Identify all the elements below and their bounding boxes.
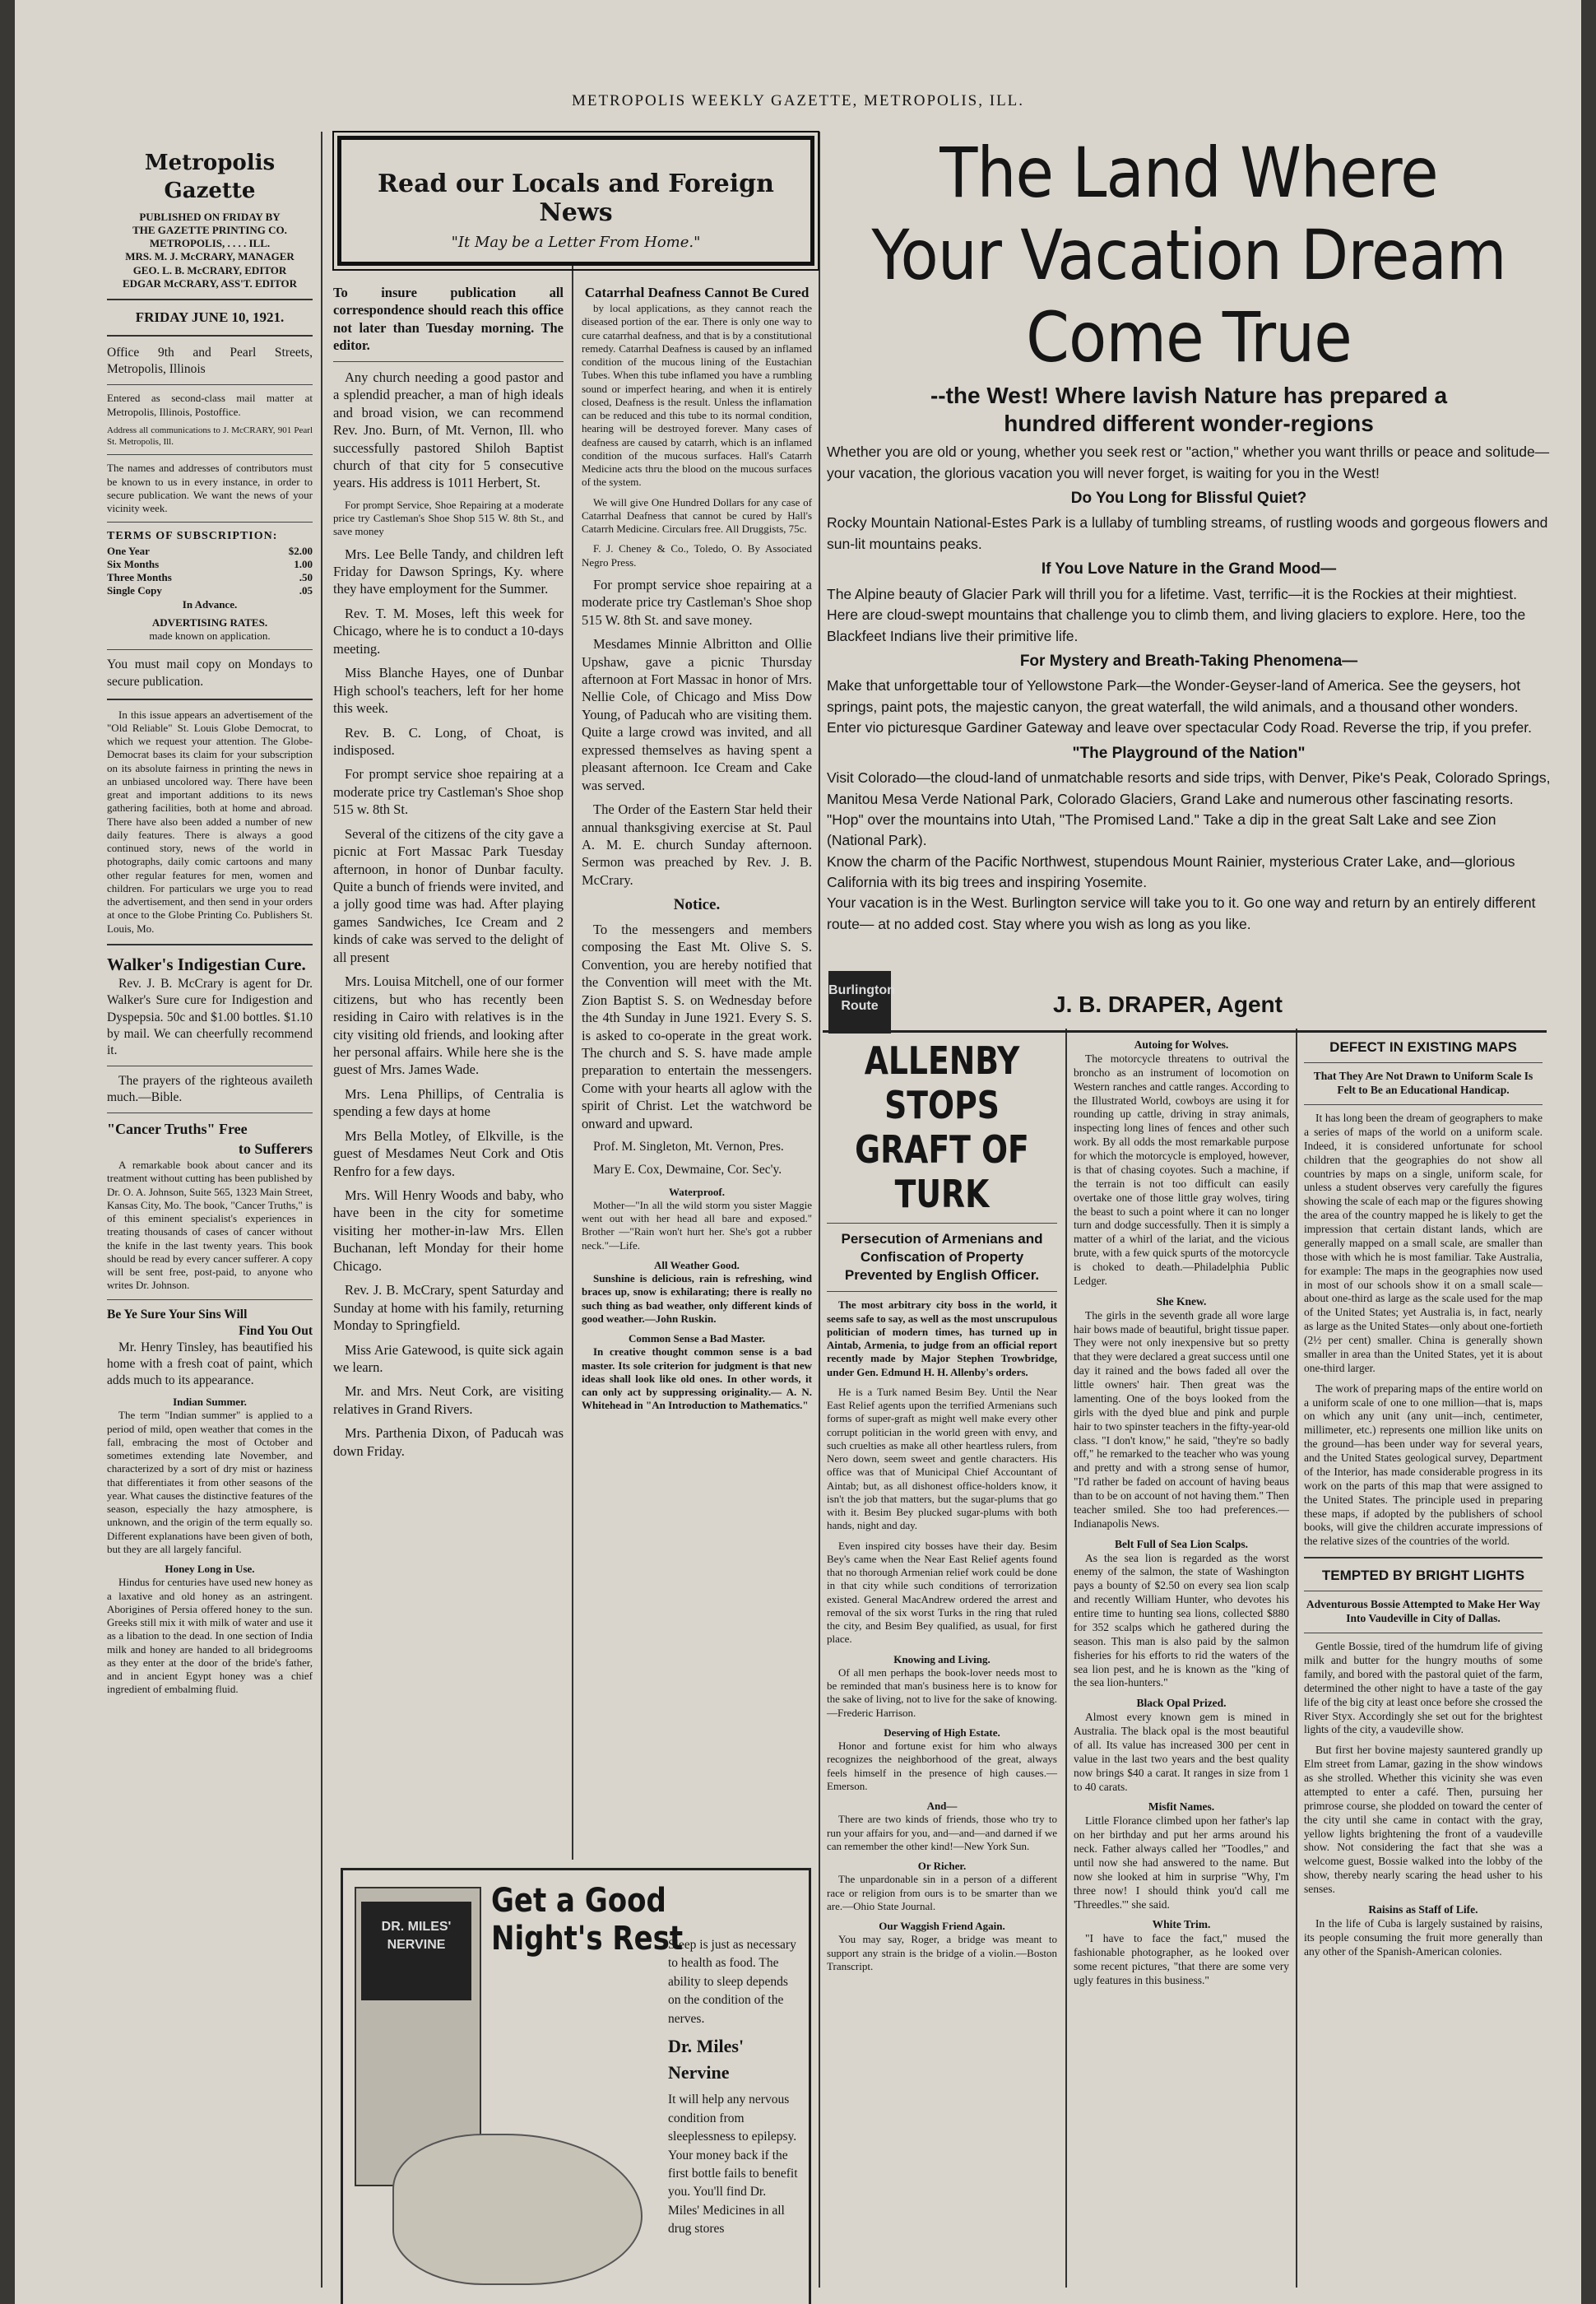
phillips-item: Mrs. Lena Phillips, of Centralia is spending a few days at home <box>333 1085 564 1120</box>
adv-rates-title: ADVERTISING RATES. <box>151 615 268 629</box>
wolves-text: The motorcycle threatens to outrival the broncho as an instrument of locomotion on Western ranches and cattle ranges. According to the Illustrated World, cowboys are using it for rounding up cattle, driving in stray animals, inspecting long lines of fences and other such work. By all odds the most remarkable purpose for which the motorcycle is employed, however, is that of chasing coyotes. Such a machine, if the terrain is not too difficult can easily overtake one of those little gray wolves, tiring the beast to such a point where it can no longer turn and dodge successfully. Then it is simply a matter of a whirl of the lariat, and the vicious brute, with a few quick spurts of the motorcycle is choked to death.—Philadelphia Public Ledger. <box>1074 1052 1289 1287</box>
contributors-notice: The names and addresses of contributors must be known to us in every instance, in order to secure publication. We want the news of your vicinity week. <box>107 462 313 515</box>
opal-text: Almost every known gem is mined in Australia. The black opal is the most beautiful of all. Its value has increased 300 per cent in value in the last two years and the best quality now brings $40 a carat. It ranges in size from 1 to 40 carats. <box>1074 1711 1289 1793</box>
mitchell-item: Mrs. Louisa Mitchell, one of our former citizens, but who has recently been residing in Cairo with relatives is in the city visiting old friends, and looking after her personal affairs. While here she is the guest of Mrs. James Wade. <box>333 973 564 1078</box>
waterproof-title: Waterproof. <box>669 1185 725 1198</box>
sense-title: Common Sense a Bad Master. <box>629 1332 765 1345</box>
catarrh-title: Catarrhal Deafness Cannot Be Cured <box>584 285 810 300</box>
allenby-para-2: He is a Turk named Besim Bey. Until the Near East Relief agents upon the terrified Armenians such forms of super-graft as might well make every other corrupt politician in the world green with envy, and such cruelties as make all other heartless rulers, from Nero down, seem sweet and gentle characters. His office was that of Municipal Chief Accountant of Aintab; but, as all dishonest office-holders know, it isn't the job that matters, but the sugar-plums that go with it. Besim Bey plucked sugar-plums with both hands, night and day. <box>827 1385 1057 1532</box>
office-address: Office 9th and Pearl Streets, Metropolis, Illinois <box>107 346 313 377</box>
ad-heading-4: "The Playground of the Nation" <box>1072 744 1306 762</box>
ad-heading-2: If You Love Nature in the Grand Mood— <box>1041 560 1337 578</box>
long-item: Rev. B. C. Long, of Choat, is indisposed. <box>333 724 564 758</box>
picnic-item: Several of the citizens of the city gave a picnic at Fort Massac Park Tuesday afternoon, in honor of Dunbar faculty. Quite a bunch of friends were invited, and a jolly good time was had. After playing games Sandwiches, Ice Cream and 2 kinds of cake was served to the delight of all present <box>333 825 564 965</box>
running-head: METROPOLIS WEEKLY GAZETTE, METROPOLIS, ILL. <box>571 92 1025 109</box>
woods-item: Mrs. Will Henry Woods and baby, who have been in the city for sometime visiting her mother-in-law Mrs. Ellen Buchanan, left Monday for their home Chicago. <box>333 1187 564 1274</box>
richer-text: The unpardonable sin in a person of a different race or religion from ours is to be smarter than we are.—Ohio State Journal. <box>827 1873 1057 1912</box>
nervine-body <box>668 1936 800 2239</box>
ad-heading-3: For Mystery and Breath-Taking Phenomena— <box>1019 652 1358 670</box>
ad-body <box>827 442 1551 935</box>
richer-title: Or Richer. <box>917 1860 967 1873</box>
ad-para-7: Your vacation is in the West. Burlington service will take you to it. Go one way and return by an entirely different route— at no added cost. Stay where you wish as long as you like. <box>827 894 1536 932</box>
publisher-line-3: METROPOLIS, . . . . ILL. <box>149 237 271 250</box>
column-1 <box>107 146 313 1703</box>
allenby-deck: Persecution of Armenians and Confiscation of Property Prevented by English Officer. <box>841 1231 1043 1284</box>
maps-title: DEFECT IN EXISTING MAPS <box>1329 1039 1517 1055</box>
column-7 <box>1304 1038 1543 1965</box>
waggish-text: You may say, Roger, a bridge was meant to support any strain is the bridge of a violin.—Boston Transcript. <box>827 1933 1057 1972</box>
nervine-body-2: It will help any nervous condition from sleeplessness to epilepsy. Your money back if the first bottle fails to benefit you. You'll find Dr. Miles' Medicines in all drug stores <box>668 2093 798 2237</box>
column-rule-2 <box>572 263 573 1860</box>
notice-sig-1: Prof. M. Singleton, Mt. Vernon, Pres. <box>593 1140 784 1154</box>
insure-notice: To insure publication all correspondence should reach this office not later than Tuesday morning. The editor. <box>333 285 564 354</box>
maps-deck: That They Are Not Drawn to Uniform Scale Is Felt to Be an Educational Handicap. <box>1313 1070 1533 1097</box>
ad-para-2: The Alpine beauty of Glacier Park will thrill you for a lifetime. Vast, terrific—it is the Rockies at their mightiest. Here are cloud-swept mountains that challenge you to climb them, and living glaciers to explore. Here, too the Blackfeet Indians live their primitive life. <box>827 585 1526 644</box>
column-5 <box>827 1038 1057 1980</box>
cancer-title-1: "Cancer Truths" Free <box>107 1121 248 1138</box>
issue-date: FRIDAY JUNE 10, 1921. <box>135 309 285 326</box>
column-2 <box>333 284 564 1466</box>
publisher-line-4: MRS. M. J. McCRARY, MANAGER <box>125 250 295 263</box>
locals-news-title: Read our Locals and Foreign News <box>378 170 774 227</box>
raisins-title: Raisins as Staff of Life. <box>1368 1902 1478 1916</box>
walker-title: Walker's Indigestian Cure. <box>107 954 306 974</box>
burlington-route-logo: Burlington Route <box>828 971 891 1034</box>
vacation-ad <box>827 132 1551 935</box>
lights-text-2: But first her bovine majesty sauntered grandly up Elm street from Lamar, gazing in the show windows as she strolled. Whether this vicinity she was even attempted to enter a café. Then, pursuing her primrose course, she plodded on toward the center of the city until she came in contact with the gray, yellow lights brightening the front of a vaudeville show. Not considering the fact that she was a welcome guest, Bossie walked into the lobby of the show, thereby nearly scaring the head usher to his senses. <box>1304 1744 1543 1895</box>
hand-illustration <box>392 2134 643 2285</box>
notice-title: Notice. <box>673 896 721 914</box>
cancer-text: A remarkable book about cancer and its treatment without cutting has been published by Dr. O. A. Johnson, Suite 565, 1323 Main Street, Kansas City, Mo. The book, "Cancer Truths," is of this eminent specialist's experiences in treating thousands of cases of cancer without the knife in the last twenty years. This book should be read by every cancer sufferer. A copy will be sent free, post-paid, to anyone who writes Dr. Johnson. <box>107 1159 313 1292</box>
knowing-text: Of all men perhaps the book-lover needs most to be reminded that man's business here is to know for the sake of living, not to live for the sake of knowing.—Frederic Harrison. <box>827 1665 1057 1719</box>
indian-summer-title: Indian Summer. <box>173 1396 247 1409</box>
knowing-title: Knowing and Living. <box>893 1652 991 1665</box>
nervine-label: DR. MILES' NERVINE <box>361 1902 471 2000</box>
entered-notice: Entered as second-class mail matter at Metropolis, Illinois, Postoffice. <box>107 392 313 418</box>
ad-title-line-2: Your Vacation Dream <box>871 215 1506 295</box>
ad-title-line-1: The Land Where <box>940 132 1438 213</box>
column-rule-4 <box>1065 1029 1067 2288</box>
ad-para-4: Visit Colorado—the cloud-land of unmatchable resorts and side trips, with Denver, Pike's Peak, Colorado Springs, Manitou Mesa Verde National Park, Colorado Glaciers, Grand Lake and numerous other fascinating resorts. <box>827 769 1551 807</box>
honey-title: Honey Long in Use. <box>165 1563 255 1576</box>
sins-title-1: Be Ye Sure Your Sins Will <box>107 1307 248 1322</box>
locals-news-sub: "It May be a Letter From Home." <box>451 234 701 251</box>
cork-item: Mr. and Mrs. Neut Cork, are visiting relatives in Grand Rivers. <box>333 1383 564 1417</box>
gatewood-item: Miss Arie Gatewood, is quite sick again we learn. <box>333 1341 564 1375</box>
church-item: Any church needing a good pastor and a splendid preacher, a man of high ideals and broad vision, we can recommend Rev. Jno. Burn, of Mt. Vernon, Ill. who successfully pastored Shiloh Baptist church of that city for 5 consecutive years. His address is 1011 Herbert, St. <box>333 369 564 491</box>
term-row: Three Months .50 <box>107 571 313 584</box>
hayes-item: Miss Blanche Hayes, one of Dunbar High school's teachers, left for her home this week. <box>333 665 564 717</box>
column-rule-1 <box>321 132 322 2288</box>
sins-title-2: Find You Out <box>239 1323 313 1338</box>
and-text: There are two kinds of friends, those who try to run your affairs for you, and—and—and darned if we can remember the other kind!—New York Sun. <box>827 1813 1057 1852</box>
walker-text: Rev. J. B. McCrary is agent for Dr. Walker's Sure cure for Indigestion and Dyspepsia. 50c and $1.00 bottles. $1.10 by mail. We can cheerfully recommend it. <box>107 977 313 1057</box>
ad-para-1: Rocky Mountain National-Estes Park is a lullaby of tumbling streams, of rustling woods and gorgeous flowers and sun-lit mountains peaks. <box>827 514 1548 552</box>
publisher-line-5: GEO. L. B. McCRARY, EDITOR <box>132 263 287 276</box>
allenby-title-1: ALLENBY STOPS <box>864 1038 1020 1127</box>
adv-rates-note: made known on application. <box>149 629 271 643</box>
nervine-ad <box>341 1868 811 2304</box>
masthead: Metropolis Gazette <box>144 151 276 203</box>
left-scan-edge <box>0 0 15 2304</box>
in-advance: In Advance. <box>182 597 238 611</box>
lights-title: TEMPTED BY BRIGHT LIGHTS <box>1321 1568 1525 1584</box>
allenby-para-1: The most arbitrary city boss in the world, it seems safe to say, as well as the most unscrupulous politician of modern times, has turned up in Aintab, Armenia, to judge from an official report recently made by Major Stephen Trowbridge, under Gen. Edmund H. H. Allenby's orders. <box>827 1298 1057 1378</box>
waterproof-text: Mother—"In all the wild storm you sister Maggie went out with her head all bare and exposed." Brother —"Rain won't hurt her. She's got a rubber neck."—Life. <box>582 1198 812 1252</box>
cancer-title-2: to Sufferers <box>238 1140 313 1157</box>
ad-para-3: Make that unforgettable tour of Yellowstone Park—the Wonder-Geyser-land of America. See the geysers, hot springs, paint pots, the majestic canyon, the great waterfall, the wild animals, and a thousand other wonders. Enter vio picturesque Gardiner Gateway and leave over spectacular Cody Road. Reverse the trip, if you prefer. <box>827 677 1532 736</box>
right-scan-edge <box>1581 0 1596 2304</box>
mail-copy-notice: You must mail copy on Mondays to secure publication. <box>107 657 313 689</box>
tinsley-item: Mr. Henry Tinsley, has beautified his home with a fresh coat of paint, which adds much to its appearance. <box>107 1340 313 1388</box>
notice-sig-2: Mary E. Cox, Dewmaine, Cor. Sec'y. <box>593 1163 782 1178</box>
terms-title: TERMS OF SUBSCRIPTION: <box>107 530 278 543</box>
notice-text: To the messengers and members composing the East Mt. Olive S. S. Convention, you are hereby notified that the Convention will meet with the Mt. Zion Baptist S. S. on Wednesday before the 4th Sunday in June 1921. Every S. S. is asked to co-operate in the great work. The church and S. S. have made ample preparation to entertain the messengers. Come with your hearts all aglow with the spirit of Christ. Let the watchword be onward and upward. <box>582 921 812 1131</box>
term-row: Single Copy .05 <box>107 584 313 597</box>
catarrh-reward: We will give One Hundred Dollars for any case of Catarrhal Deafness that cannot be cured by Hall's Catarrh Medicine. Circulars free. All Druggists, 75c. <box>582 495 812 536</box>
shoe-ad-1: For prompt Service, Shoe Repairing at a moderate price try Castleman's Shoe Shop 515 W. 8th St., and save money <box>333 498 564 538</box>
trim-title: White Trim. <box>1152 1918 1211 1931</box>
nervine-body-1: Sleep is just as necessary to health as food. The ability to sleep depends on the condition of the nerves. <box>668 1938 796 2026</box>
column-rule-3 <box>819 132 820 2288</box>
terms-table <box>107 545 313 598</box>
ad-title-line-3: Come True <box>1026 297 1352 378</box>
lights-text-1: Gentle Bossie, tired of the humdrum life of giving milk and butter for the hungry mouths of some family, and bored with the pastoral quiet of the farm, determined the other night to have a taste of the gay life of the big city at least once before she crossed the River Styx. Accordingly she set out for the brightest lights of the city, a vaudeville show. <box>1304 1640 1543 1736</box>
column-6 <box>1074 1038 1289 1995</box>
ad-bottom-rule <box>823 1030 1547 1033</box>
cheney-signature: F. J. Cheney & Co., Toledo, O. By Associated Negro Press. <box>582 542 812 569</box>
deserving-title: Deserving of High Estate. <box>884 1726 1000 1739</box>
raisins-text: In the life of Cuba is largely sustained by raisins, its people consuming the fruit more generally than any other of the Spanish-American colonies. <box>1304 1916 1543 1958</box>
indian-summer-text: The term "Indian summer" is applied to a period of mild, open weather that comes in the fall, embracing the most of October and sometimes extending late November, and characterized by a sort of dry mist or haziness that differentiates it from other seasons of the year. What causes the distinctive features of the season, especially the hazy atmosphere, is unknown, and the origin of the term equally so. Different explanations have been given of both, but they are all largely fanciful. <box>107 1409 313 1555</box>
sense-text: In creative thought common sense is a bad master. Its sole criterion for judgment is that new ideas shall look like old ones. In other words, it can only act by suppressing originality.— A. N. Whitehead in "An Introduction to Mathematics." <box>582 1345 812 1412</box>
maps-text-1: It has long been the dream of geographers to make a series of maps of the world on a uniform scale. Indeed, it is considered unfortunate for school children that the geographies do not show all countries by maps on a single, uniform scale, for unless a student observes very carefully the figures showing the scale of each map or the figures showing the area of the country mapped he is likely to get the impression that certain distant lands, which are generally mapped on a small scale, are smaller than those with which he is most familiar. Take Australia, for example: The maps in the geographies now used in most of our schools show it on a small scale—about one-third as large as the scale used for the map of the United States; yet Australia is, in fact, nearly as large as the United States—only about one-fortieth (2½ per cent) smaller. China is generally shown smaller in area than the United States, yet it is about one-third larger. <box>1304 1112 1543 1374</box>
misfit-text: Little Florance climbed upon her father's lap on her birthday and put her arms around his neck. Father always called her "Toodles," and until now she had answered to the name. But now she looked at him in surprise "Why, I'm three now! I should think you'd call me 'Threedles.'" she said. <box>1074 1814 1289 1911</box>
motley-item: Mrs Bella Motley, of Elkville, is the guest of Mesdames Neut Cork and Otis Renfro for a few days. <box>333 1127 564 1179</box>
ad-para-6: Know the charm of the Pacific Northwest, stupendous Mount Rainier, mysterious Crater Lake, and—glorious California with its big trees and inspiring Yosemite. <box>827 852 1515 890</box>
maps-text-2: The work of preparing maps of the entire world on a uniform scale of one to one million—that is, maps on which any unit (any unit—inch, centimeter, millimeter, etc.) represents one million like units on the ground—has been under way for several years, and the United States geological survey, Department of the Interior, has made considerable progress in its work on the parts of this map that were assigned to the United States. The principle used in preparing these maps, if adopted by the publishers of school books, will give the children accurate impressions of the relative sizes of the countries of the world. <box>1304 1382 1543 1548</box>
ad-heading-1: Do You Long for Blissful Quiet? <box>1070 489 1307 507</box>
shoe-ad-3: For prompt service shoe repairing at a moderate price try Castleman's Shoe shop 515 W. 8th St. and save money. <box>582 576 812 628</box>
catarrh-text: by local applications, as they cannot reach the diseased portion of the ear. There is only one way to cure catarrhal deafness, and that is by a constitutional remedy. Catarrhal Deafness is caused by an inflamed condition of the mucous lining of the Eustachian Tubes. When this tube inflamed you have a rumbling sound or imperfect hearing, and when it is entirely closed, Deafness is the result. Unless the inflamation can be reduced and this tube to its normal condition, hearing will be destroyed forever. Many cases of deafness are caused by catarrh, which is an inflamed condition of the mucous surfaces. Hall's Catarrh Medicine acts thru the blood on the mucous surfaces of the system. <box>582 302 812 489</box>
agent-name: J. B. DRAPER, Agent <box>1053 992 1283 1017</box>
prayers-quote: The prayers of the righteous availeth much.—Bible. <box>107 1073 313 1105</box>
albritton-item: Mesdames Minnie Albritton and Ollie Upshaw, gave a picnic Thursday afternoon at Fort Massac in honor of Mrs. Nellie Cole, of Chicago and Miss Dow Young, of Paducah who are visiting them. Quite a large crowd was invited, and all expressed themselves as having spent a pleasant afternoon. Ice Cream and Cake was served. <box>582 636 812 793</box>
eastern-star-item: The Order of the Eastern Star held their annual thanksgiving exercise at St. Paul A. M. E. church Sunday afternoon. Sermon was preached by Rev. J. B. McCrary. <box>582 801 812 888</box>
nervine-headline: Get a Good Night's Rest <box>491 1882 684 1958</box>
allenby-title-2: GRAFT OF TURK <box>855 1127 1029 1216</box>
mccrary-item: Rev. J. B. McCrary, spent Saturday and Sunday at home with his family, returning Monday to Springfield. <box>333 1282 564 1334</box>
column-3 <box>582 284 812 1419</box>
nervine-brand: Dr. Miles' Nervine <box>668 2036 745 2083</box>
address-notice: Address all communications to J. McCRARY, 901 Pearl St. Metropolis, Ill. <box>107 425 313 447</box>
opal-title: Black Opal Prized. <box>1136 1697 1227 1710</box>
term-row: Six Months 1.00 <box>107 557 313 570</box>
and-title: And— <box>926 1800 958 1813</box>
knew-text: The girls in the seventh grade all wore large hair bows made of beautiful, bright tissue paper. They were not only inexpensive but so pretty that they were declared a great success until one day it rained and the bows faded all over the little owners' hair. Then great was the lamenting. One of the boys looked from the girls with the dyed blue and pink and purple hair to two spinster teachers in the fifty-year-old class. "I don't know," he said, "they're so badly off," he remarked to the teacher who was young and pretty and with a strong sense of humor, "I'd rather be faded on account of having beaus than to be on account of not having them." Then teacher smiled. She too had preferences.—Indianapolis News. <box>1074 1308 1289 1530</box>
lights-deck: Adventurous Bossie Attempted to Make Her Way Into Vaudeville in City of Dallas. <box>1306 1598 1541 1625</box>
globe-democrat-notice: In this issue appears an advertisement of the "Old Reliable" St. Louis Globe Democrat, to which we request your attention. The Globe-Democrat bases its claim for your subscription on its absolute fairness in printing the news in an unbiased uncolored way. There have been great and important additions to its news gathering facilities, both at home and abroad. There have also been added a number of new daily features. There is always a good continued story, news of the world in photographs, daily comic cartoons and many other regular features for men, women and children. For particulars we urge you to read the advertisement, and then send in your orders at once to the Globe Printing Co. Publishers St. Louis, Mo. <box>107 708 313 935</box>
wolves-title: Autoing for Wolves. <box>1134 1038 1229 1051</box>
publisher-line-2: THE GAZETTE PRINTING CO. <box>132 223 287 236</box>
ad-subtitle: --the West! Where lavish Nature has prepared a hundred different wonder-regions <box>930 383 1448 436</box>
dixon-item: Mrs. Parthenia Dixon, of Paducah was down Friday. <box>333 1425 564 1459</box>
moses-item: Rev. T. M. Moses, left this week for Chicago, where he is to conduct a 10-days meeting. <box>333 605 564 657</box>
waggish-title: Our Waggish Friend Again. <box>879 1920 1005 1933</box>
ad-para-5: "Hop" over the mountains into Utah, "The Promised Land." Take a dip in the great Salt Lake and see Zion (National Park). <box>827 811 1496 849</box>
shoe-ad-2: For prompt service shoe repairing at a moderate price try Castleman's Shoe shop 515 w. 8th St. <box>333 766 564 818</box>
knew-title: She Knew. <box>1156 1294 1207 1308</box>
allenby-para-3: Even inspired city bosses have their day. Besim Bey's came when the Near East Relief agents found that no thorough Armenian relief work could be done in that city while such conditions of terrorization existed. General MacAndrew ordered the arrest and removal of the six worst Turks in the ring that ruled the city, and Besim Bey qualified, as usual, for first place. <box>827 1539 1057 1646</box>
publisher-line-1: PUBLISHED ON FRIDAY BY <box>139 210 281 223</box>
sea-lion-text: As the sea lion is regarded as the worst enemy of the salmon, the state of Washington pays a bounty of $2.50 on every sea lion scalp and recently William Hunter, who devotes his entire time to hunting sea lions, collected $880 for 352 scalps which he gathered during the season. This man is also paid by the salmon fisheries for his efforts to rid the waters of the sea lion pest, and he is known as the "king of the sea lion-hunters." <box>1074 1551 1289 1689</box>
deserving-text: Honor and fortune exist for him who always recognizes the neighborhood of the great, always feels himself in the presence of high causes.—Emerson. <box>827 1740 1057 1792</box>
column-rule-5 <box>1296 1029 1297 2288</box>
misfit-title: Misfit Names. <box>1148 1800 1215 1814</box>
sea-lion-title: Belt Full of Sea Lion Scalps. <box>1114 1537 1249 1550</box>
tandy-item: Mrs. Lee Belle Tandy, and children left Friday for Dawson Springs, Ky. where they have employment for the Summer. <box>333 546 564 597</box>
honey-text: Hindus for centuries have used new honey as a laxative and old honey as an astringent. Aborigines of Persia offered honey to the sun. Greeks still mix it with milk of water and use it as a libation to the dead. In one section of India milk and honey are handed to all bridegrooms as they enter at the door of the bride's father, and in ancient Egypt honey was a chief ingredient of embalming fluid. <box>107 1576 313 1696</box>
weather-title: All Weather Good. <box>654 1258 740 1271</box>
ad-intro: Whether you are old or young, whether you seek rest or "action," whether you want thrills or peace and solitude—your vacation, the glorious vacation you will never forget, is waiting for you in the West! <box>827 444 1550 481</box>
locals-news-box <box>337 136 814 266</box>
weather-text: Sunshine is delicious, rain is refreshing, wind braces up, snow is exhilarating; there is really no such thing as bad weather, only different kinds of good weather.—John Ruskin. <box>582 1272 812 1325</box>
trim-text: "I have to face the fact," mused the fashionable photographer, as he looked over some recent pictures, "that there are some very ugly features in this business." <box>1074 1932 1289 1986</box>
publisher-line-6: EDGAR McCRARY, ASS'T. EDITOR <box>122 276 298 290</box>
term-row: One Year $2.00 <box>107 544 313 557</box>
